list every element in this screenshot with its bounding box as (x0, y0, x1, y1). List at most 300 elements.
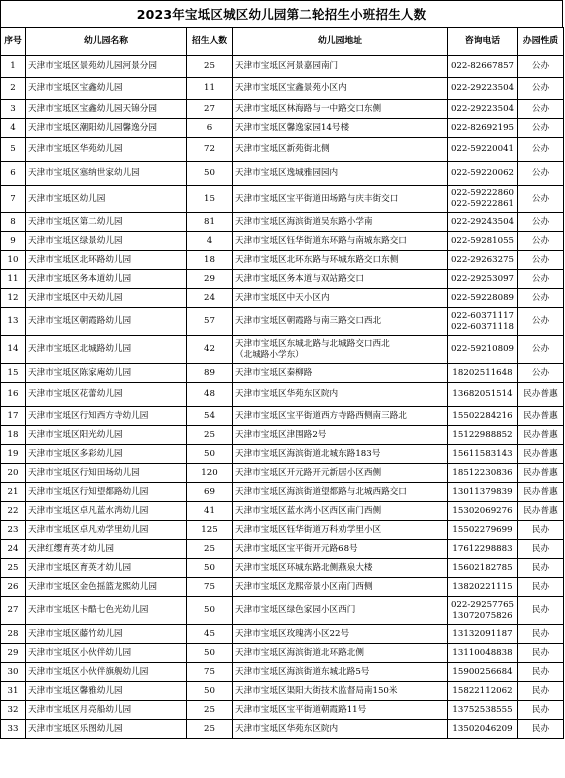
cell-no: 13 (1, 308, 26, 336)
table-row (1, 56, 564, 78)
cell-count: 18 (187, 251, 233, 270)
cell-type: 公办 (518, 162, 564, 186)
cell-no: 11 (1, 270, 26, 289)
cell-type: 公办 (518, 289, 564, 308)
cell-no: 6 (1, 162, 26, 186)
cell-name: 天津市宝坻区中天幼儿园 (26, 289, 187, 308)
address-line: 天津市宝坻区秦柳路 (235, 367, 313, 378)
header-address: 幼儿园地址 (233, 28, 448, 56)
cell-no: 31 (1, 682, 26, 701)
cell-address (233, 663, 448, 682)
address-line: 天津市宝坻区东城北路与北城路交口西北 (235, 338, 390, 349)
cell-no: 22 (1, 502, 26, 521)
cell-phone (448, 100, 518, 119)
cell-type: 民办普惠 (518, 445, 564, 464)
table-header-row (1, 28, 564, 56)
cell-phone (448, 445, 518, 464)
phone-line: 022-59222861 (450, 199, 515, 209)
cell-no: 19 (1, 445, 26, 464)
cell-address (233, 383, 448, 407)
phone-line: 13820221115 (452, 581, 513, 592)
phone-line: 022-29257765 (450, 599, 515, 610)
cell-type: 民办 (518, 701, 564, 720)
address-line: 天津市宝坻区开元路开元新居小区西侧 (235, 467, 382, 478)
cell-name: 天津市宝坻区卓凡蓝水湾幼儿园 (26, 502, 187, 521)
phone-line: 18202511648 (452, 367, 513, 378)
cell-phone (448, 701, 518, 720)
cell-no: 25 (1, 559, 26, 578)
cell-name: 天津市宝坻区卡酷七色光幼儿园 (26, 597, 187, 625)
phone-line: 022-59222860 (450, 188, 515, 198)
cell-count: 48 (187, 383, 233, 407)
cell-address (233, 78, 448, 100)
cell-type: 公办 (518, 186, 564, 213)
phone-line: 022-29243504 (450, 216, 515, 227)
cell-name: 天津市宝坻区小伙伴幼儿园 (26, 644, 187, 663)
address-line: 天津市宝坻区宝平街道朝霞路11号 (235, 704, 367, 715)
cell-count: 41 (187, 502, 233, 521)
cell-count: 24 (187, 289, 233, 308)
cell-name: 天津市宝坻区绿景幼儿园 (26, 232, 187, 251)
address-line: 天津市宝坻区海滨街道北城东路183号 (235, 448, 381, 459)
cell-no: 5 (1, 138, 26, 162)
address-line: 天津市宝坻区逸城雅园园内 (235, 168, 339, 178)
cell-address (233, 251, 448, 270)
cell-count: 50 (187, 644, 233, 663)
cell-no: 3 (1, 100, 26, 119)
address-line: 天津市宝坻区绿色家园小区西门 (235, 605, 356, 615)
address-line: 天津市宝坻区中天小区内 (235, 292, 330, 303)
phone-line: 15611583143 (452, 448, 513, 459)
cell-address (233, 56, 448, 78)
address-line: 天津市宝坻区津围路2号 (235, 429, 327, 440)
cell-name: 天津市宝坻区小伙伴旗舰幼儿园 (26, 663, 187, 682)
cell-name: 天津市宝坻区第二幼儿园 (26, 213, 187, 232)
cell-name: 天津市宝坻区华苑幼儿园 (26, 138, 187, 162)
cell-address (233, 100, 448, 119)
cell-name: 天津市宝坻区花蕾幼儿园 (26, 383, 187, 407)
cell-address (233, 483, 448, 502)
cell-phone (448, 56, 518, 78)
cell-phone (448, 289, 518, 308)
address-line: 天津市宝坻区环城东路北侧燕泉大楼 (235, 562, 373, 573)
cell-no: 29 (1, 644, 26, 663)
cell-name: 天津红缨育英才幼儿园 (26, 540, 187, 559)
cell-count: 25 (187, 540, 233, 559)
table-row (1, 336, 564, 364)
cell-type: 公办 (518, 364, 564, 383)
cell-type: 民办 (518, 521, 564, 540)
cell-name: 天津市宝坻区宝鑫幼儿园天锦分园 (26, 100, 187, 119)
cell-no: 26 (1, 578, 26, 597)
cell-phone (448, 308, 518, 336)
address-line: 天津市宝坻区宝平街道西方寺路西侧南三路北 (235, 410, 407, 421)
header-no: 序号 (1, 28, 26, 56)
phone-line: 022-82692195 (450, 122, 515, 133)
phone-line: 15122988852 (452, 429, 513, 440)
table-row (1, 701, 564, 720)
cell-phone (448, 78, 518, 100)
phone-line: 15602182785 (452, 562, 513, 573)
table-row (1, 186, 564, 213)
cell-phone (448, 720, 518, 739)
cell-no: 23 (1, 521, 26, 540)
cell-type: 公办 (518, 251, 564, 270)
cell-phone (448, 502, 518, 521)
phone-line: 13072075826 (452, 610, 513, 621)
cell-name: 天津市宝坻区阳光幼儿园 (26, 426, 187, 445)
address-line: 天津市宝坻区朝霞路与南三路交口西北 (235, 316, 382, 326)
cell-type: 公办 (518, 232, 564, 251)
cell-count: 27 (187, 100, 233, 119)
cell-count: 15 (187, 186, 233, 213)
phone-line: 18512230836 (452, 467, 513, 478)
address-line: 天津市宝坻区龙熙帝景小区南门西侧 (235, 581, 373, 592)
cell-address (233, 644, 448, 663)
cell-count: 50 (187, 559, 233, 578)
cell-name: 天津市宝坻区潮阳幼儿园馨逸分园 (26, 119, 187, 138)
cell-no: 24 (1, 540, 26, 559)
cell-address (233, 308, 448, 336)
cell-type: 民办 (518, 682, 564, 701)
phone-line: 022-29263275 (450, 254, 515, 265)
cell-type: 民办 (518, 597, 564, 625)
cell-address (233, 464, 448, 483)
cell-address (233, 336, 448, 364)
table-row (1, 644, 564, 663)
address-line: 天津市宝坻区钰华街道万科劝学里小区 (235, 524, 382, 535)
table-row (1, 663, 564, 682)
cell-no: 32 (1, 701, 26, 720)
table-row (1, 100, 564, 119)
cell-address (233, 597, 448, 625)
address-line: 天津市宝坻区华苑东区院内 (235, 723, 339, 734)
cell-no: 8 (1, 213, 26, 232)
cell-type: 民办普惠 (518, 407, 564, 426)
header-type: 办园性质 (518, 28, 564, 56)
cell-address (233, 270, 448, 289)
cell-phone (448, 251, 518, 270)
cell-phone (448, 521, 518, 540)
table-row (1, 426, 564, 445)
cell-no: 27 (1, 597, 26, 625)
table-row (1, 483, 564, 502)
cell-phone (448, 336, 518, 364)
document-title: 2023年宝坻区城区幼儿园第二轮招生小班招生人数 (0, 0, 563, 27)
cell-address (233, 186, 448, 213)
cell-type: 民办 (518, 559, 564, 578)
phone-line: 15502284216 (452, 410, 513, 421)
phone-line: 022-60371117 (450, 310, 515, 321)
cell-phone (448, 578, 518, 597)
cell-count: 50 (187, 445, 233, 464)
phone-line: 022-29223504 (450, 83, 515, 93)
cell-phone (448, 663, 518, 682)
cell-count: 25 (187, 720, 233, 739)
cell-address (233, 364, 448, 383)
cell-count: 54 (187, 407, 233, 426)
cell-type: 民办普惠 (518, 483, 564, 502)
cell-name: 天津市宝坻区金色摇篮龙熙幼儿园 (26, 578, 187, 597)
table-row (1, 597, 564, 625)
table-row (1, 720, 564, 739)
cell-no: 16 (1, 383, 26, 407)
cell-type: 民办普惠 (518, 464, 564, 483)
cell-address (233, 720, 448, 739)
cell-type: 民办 (518, 578, 564, 597)
cell-name: 天津市宝坻区陈家庵幼儿园 (26, 364, 187, 383)
table-row (1, 383, 564, 407)
table-row (1, 289, 564, 308)
cell-name: 天津市宝坻区务本道幼儿园 (26, 270, 187, 289)
address-line: 天津市宝坻区海滨街道望都路与北城西路交口 (235, 486, 407, 497)
cell-type: 民办普惠 (518, 426, 564, 445)
cell-type: 民办 (518, 720, 564, 739)
cell-no: 21 (1, 483, 26, 502)
address-line: 天津市宝坻区海滨街道吴东路小学南 (235, 216, 373, 227)
table-row (1, 464, 564, 483)
cell-no: 10 (1, 251, 26, 270)
address-line: 天津市宝坻区海滨街道北环路北侧 (235, 647, 364, 658)
address-line: （北城路小学东） (235, 349, 304, 360)
cell-no: 14 (1, 336, 26, 364)
phone-line: 022-59281055 (450, 235, 515, 246)
cell-count: 50 (187, 682, 233, 701)
cell-count: 25 (187, 426, 233, 445)
address-line: 天津市宝坻区宝平街开元路68号 (235, 543, 358, 554)
table-row (1, 407, 564, 426)
cell-phone (448, 540, 518, 559)
address-line: 天津市宝坻区新苑街北侧 (235, 144, 330, 154)
cell-no: 18 (1, 426, 26, 445)
cell-type: 公办 (518, 213, 564, 232)
cell-phone (448, 407, 518, 426)
cell-address (233, 682, 448, 701)
table-row (1, 578, 564, 597)
cell-phone (448, 483, 518, 502)
table-row (1, 232, 564, 251)
phone-line: 15822112062 (452, 685, 513, 696)
address-line: 天津市宝坻区渠阳大街技术监督局南150米 (235, 685, 398, 696)
phone-line: 022-29223504 (450, 103, 515, 114)
cell-type: 民办 (518, 663, 564, 682)
cell-phone (448, 162, 518, 186)
cell-no: 12 (1, 289, 26, 308)
table-row (1, 213, 564, 232)
table-row (1, 502, 564, 521)
cell-type: 民办 (518, 540, 564, 559)
cell-address (233, 162, 448, 186)
table-row (1, 682, 564, 701)
cell-phone (448, 232, 518, 251)
phone-line: 15900256684 (452, 666, 513, 677)
cell-type: 民办 (518, 644, 564, 663)
cell-name: 天津市宝坻区行知望都路幼儿园 (26, 483, 187, 502)
cell-count: 45 (187, 625, 233, 644)
cell-count: 4 (187, 232, 233, 251)
phone-line: 022-59228089 (450, 292, 515, 303)
phone-line: 13752538555 (452, 704, 513, 715)
cell-address (233, 232, 448, 251)
address-line: 天津市宝坻区钰华街道东环路与南城东路交口 (235, 235, 407, 246)
cell-count: 50 (187, 597, 233, 625)
table-body (1, 56, 564, 739)
cell-address (233, 119, 448, 138)
cell-phone (448, 383, 518, 407)
phone-line: 13132091187 (452, 628, 513, 639)
cell-name: 天津市宝坻区乐图幼儿园 (26, 720, 187, 739)
table-row (1, 364, 564, 383)
cell-name: 天津市宝坻区宝鑫幼儿园 (26, 78, 187, 100)
cell-no: 2 (1, 78, 26, 100)
address-line: 天津市宝坻区务本道与双站路交口 (235, 273, 364, 284)
cell-count: 125 (187, 521, 233, 540)
cell-address (233, 701, 448, 720)
cell-address (233, 138, 448, 162)
phone-line: 022-59220062 (450, 168, 515, 178)
cell-name: 天津市宝坻区景苑幼儿园河景分园 (26, 56, 187, 78)
cell-no: 20 (1, 464, 26, 483)
cell-count: 25 (187, 56, 233, 78)
cell-no: 7 (1, 186, 26, 213)
cell-name: 天津市宝坻区馨雅幼儿园 (26, 682, 187, 701)
cell-no: 30 (1, 663, 26, 682)
cell-type: 公办 (518, 56, 564, 78)
cell-name: 天津市宝坻区行知西方寺幼儿园 (26, 407, 187, 426)
cell-phone (448, 138, 518, 162)
address-line: 天津市宝坻区蓝水湾小区西区南门西侧 (235, 505, 382, 516)
cell-phone (448, 213, 518, 232)
cell-address (233, 445, 448, 464)
cell-type: 公办 (518, 138, 564, 162)
table-row (1, 625, 564, 644)
cell-name: 天津市宝坻区北城路幼儿园 (26, 336, 187, 364)
cell-count: 69 (187, 483, 233, 502)
cell-address (233, 407, 448, 426)
address-line: 天津市宝坻区宝平街道田场路与庆丰街交口 (235, 193, 399, 204)
phone-line: 13682051514 (452, 389, 513, 399)
table-row (1, 445, 564, 464)
cell-address (233, 213, 448, 232)
cell-type: 民办普惠 (518, 502, 564, 521)
cell-count: 120 (187, 464, 233, 483)
cell-type: 民办 (518, 625, 564, 644)
cell-phone (448, 364, 518, 383)
table-row (1, 162, 564, 186)
cell-address (233, 625, 448, 644)
cell-type: 公办 (518, 308, 564, 336)
cell-phone (448, 597, 518, 625)
cell-address (233, 578, 448, 597)
cell-name: 天津市宝坻区幼儿园 (26, 186, 187, 213)
cell-name: 天津市宝坻区朝霞路幼儿园 (26, 308, 187, 336)
cell-name: 天津市宝坻区北环路幼儿园 (26, 251, 187, 270)
table-row (1, 78, 564, 100)
cell-name: 天津市宝坻区月亮船幼儿园 (26, 701, 187, 720)
cell-type: 民办普惠 (518, 383, 564, 407)
cell-name: 天津市宝坻区育英才幼儿园 (26, 559, 187, 578)
table-row (1, 138, 564, 162)
table-row (1, 540, 564, 559)
address-line: 天津市宝坻区海滨街道东城北路5号 (235, 666, 370, 677)
table-row (1, 270, 564, 289)
cell-no: 33 (1, 720, 26, 739)
cell-address (233, 502, 448, 521)
table-row (1, 521, 564, 540)
cell-name: 天津市宝坻区卓凡劝学里幼儿园 (26, 521, 187, 540)
cell-name: 天津市宝坻区藤竹幼儿园 (26, 625, 187, 644)
phone-line: 15502279699 (452, 524, 513, 535)
phone-line: 15302069276 (452, 505, 513, 516)
cell-count: 25 (187, 701, 233, 720)
cell-phone (448, 119, 518, 138)
cell-phone (448, 426, 518, 445)
cell-count: 75 (187, 578, 233, 597)
cell-no: 28 (1, 625, 26, 644)
phone-line: 13502046209 (452, 723, 513, 734)
cell-count: 75 (187, 663, 233, 682)
cell-name: 天津市宝坻区塞纳世家幼儿园 (26, 162, 187, 186)
address-line: 天津市宝坻区北环东路与环城东路交口东侧 (235, 254, 399, 265)
phone-line: 17612298883 (452, 543, 513, 554)
header-name: 幼儿园名称 (26, 28, 187, 56)
cell-count: 50 (187, 162, 233, 186)
cell-count: 57 (187, 308, 233, 336)
cell-name: 天津市宝坻区多彩幼儿园 (26, 445, 187, 464)
cell-count: 72 (187, 138, 233, 162)
cell-phone (448, 682, 518, 701)
cell-count: 89 (187, 364, 233, 383)
cell-count: 42 (187, 336, 233, 364)
cell-no: 9 (1, 232, 26, 251)
address-line: 天津市宝坻区馨逸家园14号楼 (235, 122, 350, 133)
phone-line: 13110048838 (452, 647, 513, 658)
phone-line: 022-82667857 (450, 61, 515, 71)
cell-phone (448, 644, 518, 663)
cell-type: 公办 (518, 119, 564, 138)
cell-type: 公办 (518, 78, 564, 100)
address-line: 天津市宝坻区玫瑰湾小区22号 (235, 628, 350, 639)
cell-phone (448, 464, 518, 483)
address-line: 天津市宝坻区宝鑫景苑小区内 (235, 83, 347, 93)
cell-no: 15 (1, 364, 26, 383)
cell-no: 17 (1, 407, 26, 426)
address-line: 天津市宝坻区林海路与一中路交口东侧 (235, 103, 382, 114)
table-row (1, 559, 564, 578)
cell-phone (448, 625, 518, 644)
phone-line: 022-60371118 (450, 321, 515, 332)
table-row (1, 251, 564, 270)
header-count: 招生人数 (187, 28, 233, 56)
cell-phone (448, 186, 518, 213)
cell-count: 6 (187, 119, 233, 138)
table-row (1, 119, 564, 138)
cell-no: 4 (1, 119, 26, 138)
cell-count: 29 (187, 270, 233, 289)
header-phone: 咨询电话 (448, 28, 518, 56)
cell-name: 天津市宝坻区行知田场幼儿园 (26, 464, 187, 483)
address-line: 天津市宝坻区华苑东区院内 (235, 389, 339, 399)
cell-address (233, 426, 448, 445)
phone-line: 022-59220041 (450, 144, 515, 154)
cell-count: 11 (187, 78, 233, 100)
enrollment-table (0, 27, 564, 739)
cell-count: 81 (187, 213, 233, 232)
phone-line: 022-29253097 (450, 273, 515, 284)
table-row (1, 308, 564, 336)
cell-address (233, 521, 448, 540)
cell-no: 1 (1, 56, 26, 78)
